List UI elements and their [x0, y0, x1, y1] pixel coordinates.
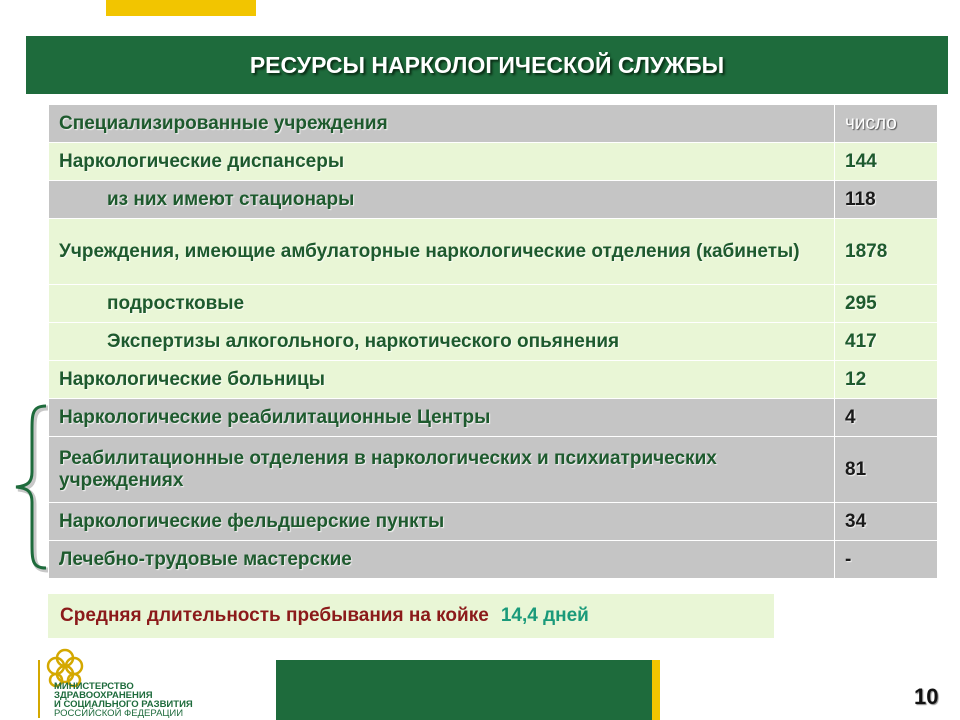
row-label: Наркологические больницы: [49, 361, 835, 399]
table-row: [49, 399, 938, 437]
row-value: 417: [835, 323, 938, 361]
row-label: из них имеют стационары: [49, 181, 835, 219]
average-stay-value: 14,4 дней: [500, 605, 589, 626]
row-value: 144: [835, 143, 938, 181]
row-value: 34: [835, 503, 938, 541]
row-value: 118: [835, 181, 938, 219]
row-label: подростковые: [49, 285, 835, 323]
page-number: 10: [914, 684, 939, 709]
bottom-bar: [276, 660, 656, 720]
header-label: Специализированные учреждения: [49, 105, 835, 143]
row-value: 1878: [835, 219, 938, 285]
table-row: [49, 361, 938, 399]
ministry-line-1: МИНИСТЕРСТВО: [54, 681, 134, 692]
table-row: [49, 181, 938, 219]
logo-divider: [38, 660, 40, 718]
row-label: Наркологические диспансеры: [49, 143, 835, 181]
row-label: Экспертизы алкогольного, наркотического опьянения: [49, 323, 835, 361]
row-value: 12: [835, 361, 938, 399]
curly-brace-icon: [12, 404, 52, 574]
bottom-accent-bar: [652, 660, 660, 720]
ministry-line-4: РОССИЙСКОЙ ФЕДЕРАЦИИ: [54, 708, 184, 719]
row-value: 4: [835, 399, 938, 437]
header-value: число: [835, 105, 938, 143]
table-row: [49, 285, 938, 323]
row-value: -: [835, 541, 938, 579]
table-row: [49, 323, 938, 361]
row-label: Лечебно-трудовые мастерские: [49, 541, 835, 579]
row-label: Реабилитационные отделения в наркологических и психиатрических учреждениях: [49, 437, 835, 503]
average-stay-box: [48, 594, 774, 638]
resources-table: [48, 104, 938, 579]
ministry-name: [54, 682, 193, 718]
slide-title-text: РЕСУРСЫ НАРКОЛОГИЧЕСКОЙ СЛУЖБЫ: [249, 51, 725, 78]
table-row: [49, 143, 938, 181]
slide-title: [26, 36, 948, 94]
ministry-line-3: И СОЦИАЛЬНОГО РАЗВИТИЯ: [54, 699, 193, 710]
table-row: [49, 437, 938, 503]
row-label: Наркологические фельдшерские пункты: [49, 503, 835, 541]
ministry-line-2: ЗДРАВООХРАНЕНИЯ: [54, 690, 153, 701]
table-row: [49, 219, 938, 285]
row-label: Наркологические реабилитационные Центры: [49, 399, 835, 437]
table-row: [49, 503, 938, 541]
table-row: [49, 541, 938, 579]
top-accent-bar: [106, 0, 256, 16]
row-value: 81: [835, 437, 938, 503]
row-label: Учреждения, имеющие амбулаторные наркологические отделения (кабинеты): [49, 219, 835, 285]
row-value: 295: [835, 285, 938, 323]
table-header-row: [49, 105, 938, 143]
average-stay-label: Средняя длительность пребывания на койке: [60, 605, 489, 626]
